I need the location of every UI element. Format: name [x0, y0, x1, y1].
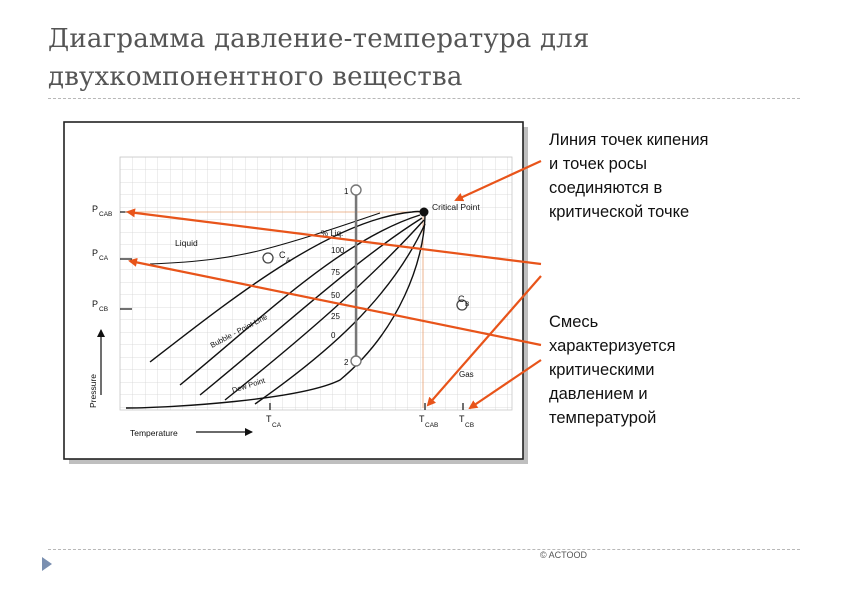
pct-100: 100: [331, 246, 345, 255]
point-1-label: 1: [344, 187, 349, 196]
bullet-critical-point: Линия точек кипения и точек росы соединяются в критической точке: [549, 131, 709, 221]
svg-text:B: B: [465, 301, 470, 308]
footer-credit: © ACTOOD: [540, 550, 587, 560]
svg-text:CA: CA: [272, 422, 282, 429]
gas-label: Gas: [459, 370, 474, 379]
svg-text:CB: CB: [465, 422, 475, 429]
svg-text:C: C: [458, 294, 465, 304]
chart-grid: [120, 157, 512, 410]
title-line-1: Диаграмма давление-температура для: [48, 24, 590, 54]
svg-text:C: C: [279, 250, 286, 260]
svg-text:CAB: CAB: [99, 211, 113, 218]
svg-text:P: P: [92, 204, 99, 214]
pct-50: 50: [331, 291, 340, 300]
pressure-label: Pressure: [88, 373, 98, 408]
svg-text:P: P: [92, 299, 99, 309]
svg-text:A: A: [286, 257, 291, 264]
svg-text:CAB: CAB: [425, 422, 439, 429]
dew-point-label: Dew Point: [230, 375, 267, 395]
liquid-label: Liquid: [175, 238, 198, 248]
critical-point-marker: [420, 208, 429, 217]
critical-point-label: Critical Point: [432, 202, 480, 212]
svg-text:T: T: [266, 414, 272, 424]
pct-0: 0: [331, 331, 336, 340]
svg-text:CB: CB: [99, 306, 109, 313]
bullet-critical-params: Смесь характеризуется критическими давлением и температурой: [549, 313, 676, 427]
svg-text:P: P: [92, 248, 99, 258]
point-2-label: 2: [344, 358, 349, 367]
bubble-line-label: Bubble - Point Line: [208, 312, 269, 350]
svg-text:T: T: [419, 414, 425, 424]
point-1-marker: [351, 185, 361, 195]
slide-nav-icon: [40, 556, 54, 572]
point-2-marker: [351, 356, 361, 366]
pct-75: 75: [331, 268, 340, 277]
title-line-2: двухкомпонентного вещества: [48, 62, 463, 92]
temperature-label: Temperature: [130, 428, 178, 438]
pct-25: 25: [331, 312, 340, 321]
svg-text:T: T: [459, 414, 465, 424]
pct-liq-label: % Liq.: [321, 229, 344, 238]
ca-marker: [263, 253, 273, 263]
svg-text:CA: CA: [99, 255, 109, 262]
